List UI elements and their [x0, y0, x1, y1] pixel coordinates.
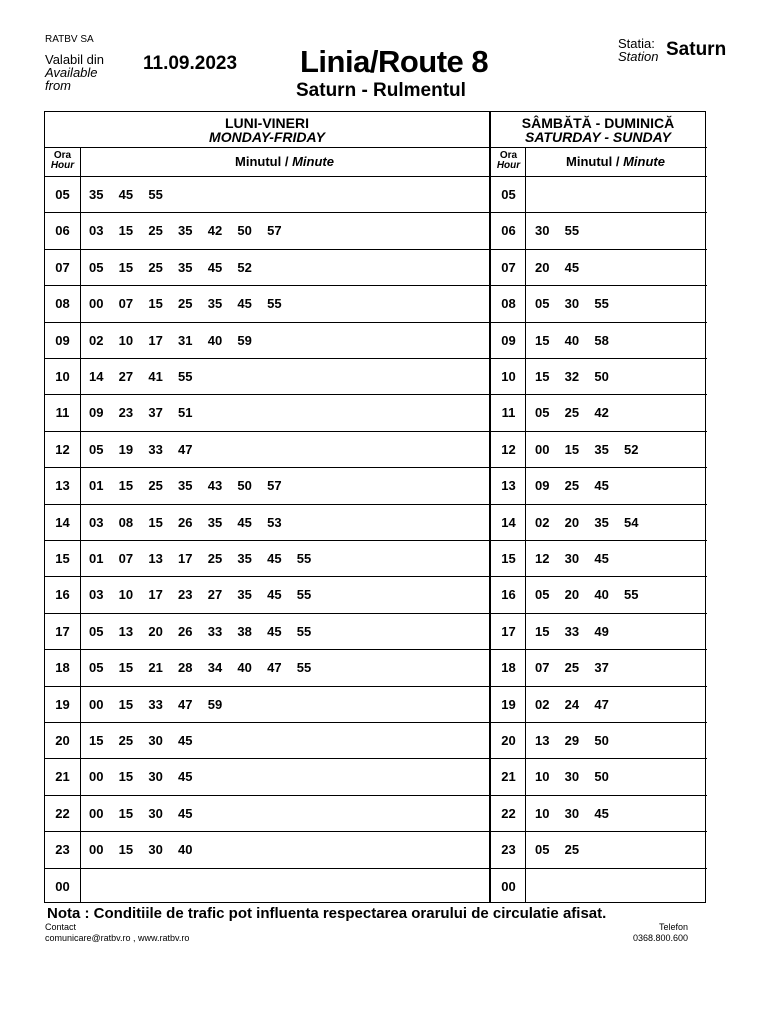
weekend-hour-cell: 00	[501, 878, 516, 894]
weekend-hour-cell: 19	[501, 696, 516, 712]
weekend-hour-cell: 15	[501, 551, 516, 566]
row-divider	[45, 431, 707, 432]
weekday-minutes-cell: 00 15 30 45	[89, 769, 193, 785]
weekday-hour-cell: 18	[55, 660, 70, 676]
weekend-hour-cell: 21	[501, 769, 516, 785]
row-divider	[45, 649, 707, 650]
weekend-hour-cell: 13	[501, 478, 516, 494]
row-divider	[45, 504, 707, 505]
weekend-minutes-cell: 07 25 37	[535, 660, 609, 676]
row-divider	[45, 613, 707, 614]
weekend-hour-cell: 10	[501, 369, 516, 384]
weekend-hour-cell: 07	[501, 259, 516, 275]
weekday-hour-cell: 22	[55, 805, 70, 821]
weekend-subtitle: SATURDAY - SUNDAY	[525, 129, 671, 145]
weekend-minutes-cell: 05 30 55	[535, 296, 609, 312]
weekday-hour-cell: 16	[55, 587, 70, 603]
valid-from-ro: Valabil din	[45, 52, 105, 67]
weekend-minutes-cell: 10 30 45	[535, 805, 609, 821]
weekend-hour-cell: 17	[501, 623, 516, 639]
weekday-minutes-cell: 09 23 37 51	[89, 405, 193, 421]
traffic-note: Nota : Conditiile de trafic pot influenta respectarea orarului de circulatie afisat.	[47, 905, 607, 922]
weekend-minutes-cell: 02 24 47	[535, 696, 609, 712]
contact-label: Contact	[45, 922, 77, 932]
route-title: Linia/Route 8	[300, 44, 489, 79]
weekday-minutes-cell: 00 15 33 47 59	[89, 696, 223, 712]
weekday-minutes-cell: 00 07 15 25 35 45 55	[89, 296, 282, 312]
weekday-minutes-cell: 35 45 55	[89, 187, 163, 202]
weekday-minute-label-ro: Minutul /	[235, 154, 293, 169]
weekend-minutes-cell: 13 29 50	[535, 733, 609, 748]
weekend-minutes-cell: 10 30 50	[535, 769, 609, 785]
weekday-hour-cell: 10	[55, 369, 70, 384]
weekday-minutes-cell: 15 25 30 45	[89, 733, 193, 748]
weekday-hour-cell: 08	[55, 296, 70, 312]
weekday-hour-cell: 13	[55, 478, 70, 494]
valid-date: 11.09.2023	[143, 53, 238, 74]
weekday-minutes-cell: 05 13 20 26 33 38 45 55	[89, 623, 312, 639]
weekday-hour-divider	[80, 147, 81, 902]
row-divider	[45, 358, 707, 359]
weekday-hour-label-en: Hour	[50, 160, 75, 171]
weekend-hour-cell: 05	[501, 187, 516, 202]
valid-from-label	[45, 53, 104, 92]
weekday-minutes-cell: 05 15 21 28 34 40 47 55	[89, 660, 312, 676]
weekday-hour-cell: 05	[55, 187, 70, 202]
weekday-hour-cell: 21	[55, 769, 70, 785]
weekday-subtitle: MONDAY-FRIDAY	[209, 129, 325, 145]
weekend-minutes-cell: 15 33 49	[535, 623, 609, 639]
weekend-minutes-cell: 00 15 35 52	[535, 441, 639, 457]
weekday-hour-label-ro: Ora	[53, 150, 72, 161]
weekend-hour-cell: 18	[501, 660, 516, 676]
row-divider	[45, 686, 707, 687]
weekday-minute-label-en: Minute	[292, 154, 334, 169]
phone-value: 0368.800.600	[632, 933, 688, 943]
timetable	[44, 111, 706, 903]
weekday-minute-header	[80, 154, 489, 169]
weekend-minutes-cell: 12 30 45	[535, 551, 609, 566]
weekend-minute-header	[526, 154, 705, 169]
weekday-hour-cell: 17	[55, 623, 70, 639]
weekday-hour-cell: 11	[55, 405, 70, 421]
valid-from-en-1: Available	[45, 65, 98, 80]
weekend-minute-label-ro: Minutul /	[566, 154, 624, 169]
weekend-minutes-cell: 15 40 58	[535, 332, 609, 348]
title-divider	[45, 147, 707, 148]
company-name: RATBV SA	[45, 34, 94, 45]
weekend-minutes-cell: 02 20 35 54	[535, 514, 639, 530]
weekday-minutes-cell: 00 15 30 45	[89, 805, 193, 821]
weekend-minutes-cell: 09 25 45	[535, 478, 609, 494]
weekend-hour-cell: 06	[501, 223, 516, 239]
row-divider	[45, 795, 707, 796]
phone-block	[620, 922, 688, 944]
weekend-minutes-cell: 30 55	[535, 223, 580, 239]
weekday-minutes-cell: 00 15 30 40	[89, 842, 193, 858]
weekend-minutes-cell: 05 20 40 55	[535, 587, 639, 603]
weekday-hour-cell: 12	[55, 441, 70, 457]
weekend-minute-label-en: Minute	[623, 154, 665, 169]
row-divider	[45, 285, 707, 286]
weekday-minutes-cell: 01 07 13 17 25 35 45 55	[89, 551, 312, 566]
weekday-hour-cell: 14	[55, 514, 70, 530]
weekend-hour-cell: 11	[501, 405, 516, 421]
weekday-hour-cell: 06	[55, 223, 70, 239]
weekday-hour-cell: 00	[55, 878, 70, 894]
weekday-minutes-cell: 01 15 25 35 43 50 57	[89, 478, 282, 494]
weekday-hour-cell: 09	[55, 332, 70, 348]
route-destination: Saturn - Rulmentul	[296, 80, 466, 101]
weekday-minutes-cell: 03 08 15 26 35 45 53	[89, 514, 282, 530]
row-divider	[45, 249, 707, 250]
weekend-hour-label-ro: Ora	[499, 150, 518, 161]
row-divider	[45, 322, 707, 323]
station-name: Saturn	[666, 39, 727, 60]
weekday-minutes-cell: 03 15 25 35 42 50 57	[89, 223, 282, 239]
contact-block	[45, 922, 189, 944]
weekday-minutes-cell: 03 10 17 23 27 35 45 55	[89, 587, 312, 603]
row-divider	[45, 540, 707, 541]
weekend-minutes-cell: 05 25	[535, 842, 580, 858]
contact-value: comunicare@ratbv.ro , www.ratbv.ro	[45, 933, 190, 943]
weekend-hour-label-en: Hour	[496, 160, 521, 171]
weekend-minutes-cell: 15 32 50	[535, 369, 609, 384]
subheader-divider	[45, 176, 707, 177]
weekend-minutes-cell: 20 45	[535, 259, 580, 275]
row-divider	[45, 394, 707, 395]
weekend-hour-cell: 20	[501, 733, 516, 748]
weekend-title: SÂMBĂTĂ - DUMINICĂ	[521, 115, 675, 131]
weekday-minutes-cell: 05 15 25 35 45 52	[89, 259, 252, 275]
weekday-hour-cell: 07	[55, 259, 70, 275]
row-divider	[45, 467, 707, 468]
weekday-minutes-cell: 02 10 17 31 40 59	[89, 332, 252, 348]
weekday-title: LUNI-VINERI	[225, 115, 309, 131]
valid-from-en-2: from	[45, 78, 71, 93]
station-label-en: Station	[618, 49, 659, 64]
station-label	[618, 37, 658, 63]
row-divider	[45, 212, 707, 213]
weekend-minutes-cell: 05 25 42	[535, 405, 609, 421]
weekday-hour-cell: 15	[55, 551, 70, 566]
row-divider	[45, 831, 707, 832]
weekday-hour-cell: 20	[55, 733, 70, 748]
row-divider	[45, 758, 707, 759]
weekend-hour-cell: 09	[501, 332, 516, 348]
weekend-hour-cell: 14	[501, 514, 516, 530]
weekend-hour-cell: 08	[501, 296, 516, 312]
weekend-hour-cell: 22	[501, 805, 516, 821]
weekend-hour-cell: 16	[501, 587, 516, 603]
weekend-hour-cell: 12	[501, 441, 516, 457]
weekend-hour-cell: 23	[501, 842, 516, 858]
weekday-minutes-cell: 14 27 41 55	[89, 369, 193, 384]
phone-label: Telefon	[658, 922, 688, 932]
row-divider	[45, 576, 707, 577]
row-divider	[45, 868, 707, 869]
weekday-hour-cell: 23	[55, 842, 70, 858]
weekday-hour-cell: 19	[55, 696, 70, 712]
row-divider	[45, 722, 707, 723]
station-label-ro: Statia:	[618, 36, 655, 51]
weekday-minutes-cell: 05 19 33 47	[89, 441, 193, 457]
